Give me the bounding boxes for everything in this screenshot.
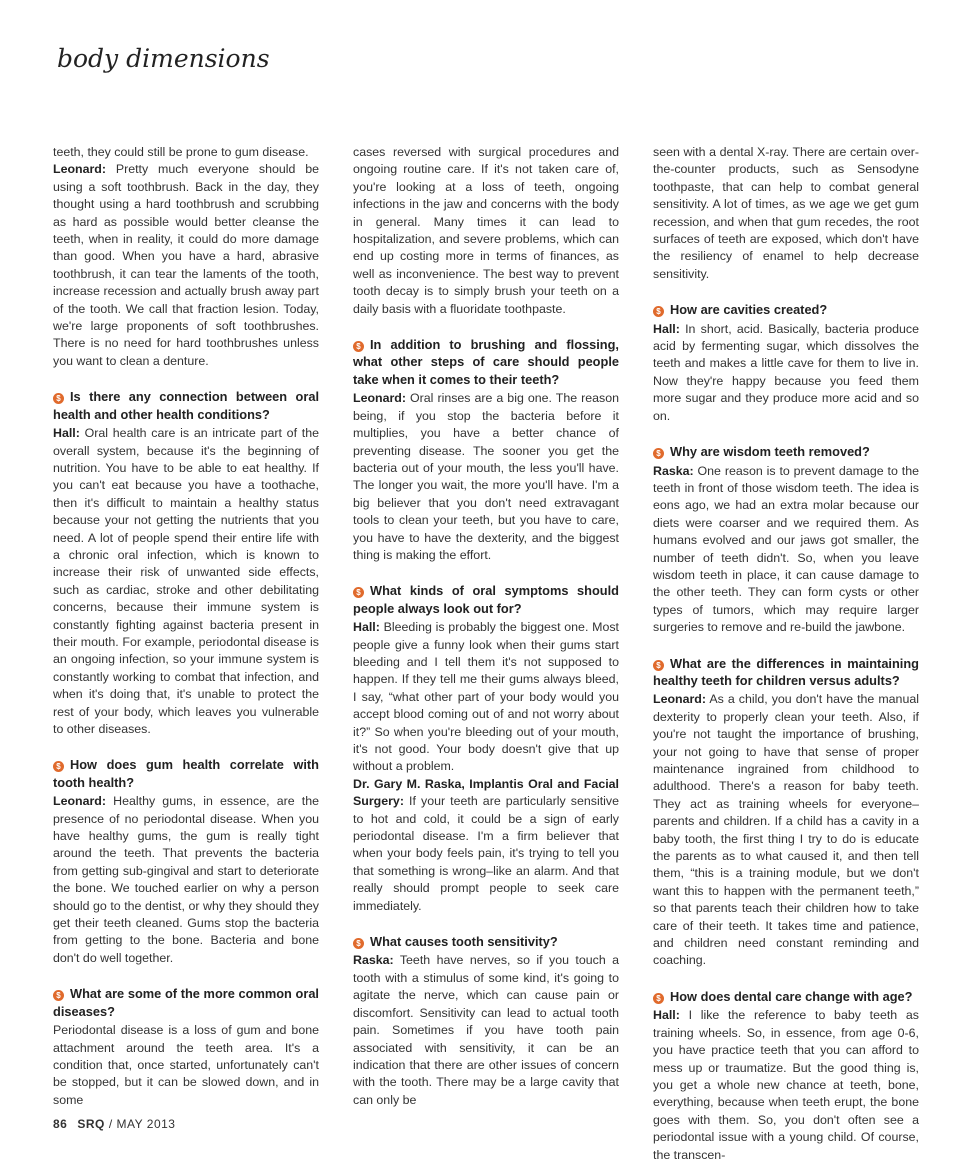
paragraph-text: One reason is to prevent damage to the teeth in front of those wisdom teeth. The idea is eons ago, we had an extra molar because our diets were coarser and we required them. As humans evolved and our jaws got smaller, the number of teeth didn't. So, when you leave wisdom teeth in place, it can cause damage to the other teeth. They can form cysts or other types of tumors, which may require larger surgeries to remove and re-build the jawbone. — [653, 463, 919, 635]
question-heading — [653, 443, 919, 460]
answer-paragraph — [353, 776, 619, 915]
question-text: Why are wisdom teeth removed? — [670, 444, 870, 460]
speaker-name: Leonard: — [653, 692, 707, 707]
answer-paragraph — [653, 691, 919, 970]
paragraph-text: Teeth have nerves, so if you touch a tooth with a stimulus of some kind, it's going to agitate the nerve, which can cause pain or discomfort. Sensitivity can lead to actual tooth pain. Sometimes if you have tooth pain associated with sensitivity, it can be an indication that there are other issues of concern with the tooth. There may be a large cavity that can only be — [353, 953, 620, 1107]
answer-paragraph — [653, 463, 919, 637]
paragraph-text: In short, acid. Basically, bacteria produce acid by fermenting sugar, which dissolves the teeth and makes a little cave for them to live in. Now they're happy because you feed them more sugar and they produce more acid and so on. — [653, 321, 919, 423]
dollar-bullet-icon: $ — [53, 393, 64, 404]
column-1 — [53, 144, 319, 1107]
question-text: How does gum health correlate with tooth health? — [53, 757, 319, 790]
question-heading — [53, 388, 319, 423]
issue-date: / MAY 2013 — [108, 1117, 176, 1131]
answer-paragraph — [353, 390, 619, 564]
question-heading — [53, 985, 319, 1020]
paragraph-text: I like the reference to baby teeth as training wheels. So, in essence, from age 0-6, you have practice teeth that you can afford to mess up or traumatize. But the good thing is, you get a whole new chance at teeth, bone, everything, because when teeth erupt, the bone goes with them. So, you don't often see a periodontal issue with a young child. Of course, the transcen- — [653, 1008, 919, 1162]
paragraph-text: Oral health care is an intricate part of the overall system, because it's the beginning of nutrition. You have to be able to eat healthy. If you can't eat because you have a toothache, then it's difficult to maintain a healthy status because your not getting the nutrients that you need. A lot of people spend their entire life with a chronic oral infection, which is known to increase their risk of unwanted side effects, such as cardiac, stroke and other debilitating concerns, because their immune system is constantly fighting against bacteria present in their mouth. For example, periodontal disease is an ongoing infection, so your immune system is constantly working to combat that infection, and when it's doing that, it's unable to protect the rest of your body, which leaves you vulnerable to other diseases. — [53, 426, 319, 736]
question-text: In addition to brushing and flossing, what other steps of care should people take when it comes to their teeth? — [353, 337, 619, 387]
dollar-bullet-icon: $ — [53, 761, 64, 772]
page-number: 86 — [53, 1117, 68, 1131]
question-heading — [53, 756, 319, 791]
paragraph-text: Bleeding is probably the biggest one. Most people give a funny look when their gums start bleeding and I tell them it's not supposed to happen. If they tell me their gums always bleed, I say, “what other part of your body would you accept blood coming out of and not worry about it?” So when you're bleeding out of your mouth, it's not good. Your body doesn't give that up without a problem. — [353, 620, 619, 774]
speaker-name: Dr. Gary M. Raska, Implantis Oral and Facial Surgery: — [353, 776, 619, 809]
speaker-name: Leonard: — [53, 162, 107, 177]
question-heading — [653, 655, 919, 690]
page-footer — [53, 1117, 175, 1131]
answer-paragraph — [653, 144, 919, 283]
dollar-bullet-icon: $ — [353, 587, 364, 598]
question-text: Is there any connection between oral health and other health conditions? — [53, 389, 319, 422]
answer-paragraph — [53, 1022, 319, 1109]
speaker-name: Leonard: — [53, 794, 107, 809]
question-text: What kinds of oral symptoms should people always look out for? — [353, 583, 619, 616]
question-text: How are cavities created? — [670, 302, 828, 318]
magazine-name: SRQ — [77, 1117, 105, 1131]
question-heading — [653, 988, 919, 1005]
question-text: What are the differences in maintaining healthy teeth for children versus adults? — [653, 655, 919, 688]
answer-paragraph — [53, 793, 319, 967]
speaker-name: Hall: — [53, 426, 80, 441]
paragraph-text: As a child, you don't have the manual dexterity to properly clean your teeth. Also, if you're not taught the importance of brushing, your not going to have that sense of proper maintenance ingrained from childhood to adulthood. There's a reason for baby teeth. They act as training wheels for everyone–parents and children. If a child has a cavity in a baby tooth, the first thing I try to do is educate the parents as to what caused it, and then tell them, “this is a training module, but we don't want this to happen with the permanent teeth,” so that parents teach their children how to take care of their teeth. It takes time and patience, and children need constant reminding and coaching. — [653, 692, 919, 968]
paragraph-text: seen with a dental X-ray. There are certain over-the-counter products, such as Sensodyne toothpaste, that can help to combat general sensitivity. A lot of times, as we age we get gum recession, and when that gum recedes, the root surfaces of teeth are exposed, which don't have the resiliency of enamel to help decrease sensitivity. — [653, 145, 919, 281]
speaker-name: Hall: — [653, 321, 680, 336]
answer-paragraph — [353, 952, 619, 1109]
dollar-bullet-icon: $ — [53, 990, 64, 1001]
speaker-name: Raska: — [653, 463, 694, 478]
speaker-name: Hall: — [353, 620, 380, 635]
paragraph-text: Oral rinses are a big one. The reason being, if you stop the bacteria before it multiplies, you have a better chance of preventing disease. The sooner you get the bacteria out of your mouth, the less you'll have. The longer you wait, the more you'll have. I'm a big believer that you don't need extravagant tools to clean your teeth, but you have to care, you have to have the dexterity, and the biggest thing is making the effort. — [353, 391, 619, 562]
speaker-name: Hall: — [653, 1008, 680, 1023]
question-text: What are some of the more common oral diseases? — [53, 986, 319, 1019]
answer-paragraph — [53, 144, 319, 161]
speaker-name: Leonard: — [353, 391, 407, 406]
paragraph-text: cases reversed with surgical procedures and ongoing routine care. If it's not taken care of, you're looking at a loss of teeth, ongoing infections in the jaw and concerns with the body in general. Many times it can lead to hospitalization, and severe problems, which can end up costing more in terms of finances, as well as inconvenience. The best way to prevent tooth decay is to simply brush your teeth on a daily basis with a fluoridate toothpaste. — [353, 145, 619, 316]
dollar-bullet-icon: $ — [653, 306, 664, 317]
paragraph-text: teeth, they could still be prone to gum disease. — [53, 145, 309, 159]
column-2 — [353, 144, 620, 1107]
question-heading — [353, 933, 619, 950]
answer-paragraph — [53, 425, 319, 738]
question-text: How does dental care change with age? — [670, 988, 913, 1004]
answer-paragraph — [653, 1007, 919, 1164]
paragraph-text: Pretty much everyone should be using a soft toothbrush. Back in the day, they thought using a hard toothbrush and scrubbing as hard as possible would better cleanse the teeth, when in reality, it could do more damage than good. When you have a hard, abrasive toothbrush, it can tear the laments of the tooth, increase recession and actually brush away part of the tooth. We call that fraction lesion. Today, we're large proponents of soft toothbrushes. There is no need for hard toothbrushes unless you want to clean a denture. — [53, 162, 319, 368]
answer-paragraph — [653, 321, 919, 425]
dollar-bullet-icon: $ — [353, 341, 364, 352]
dollar-bullet-icon: $ — [353, 938, 364, 949]
question-text: What causes tooth sensitivity? — [370, 934, 558, 950]
answer-paragraph — [353, 619, 619, 776]
dollar-bullet-icon: $ — [653, 448, 664, 459]
dollar-bullet-icon: $ — [653, 993, 664, 1004]
question-heading — [653, 301, 919, 318]
column-3 — [653, 144, 919, 1162]
paragraph-text: If your teeth are particularly sensitive to hot and cold, it could be a sign of early periodontal disease. I'm a firm believer that when your body feels pain, it's trying to tell you that something is wrong–like an alarm. And that really should prompt people to seek care immediately. — [353, 794, 619, 913]
paragraph-text: Healthy gums, in essence, are the presence of no periodontal disease. When you have healthy gums, the gum is really tight around the teeth. That prevents the bacteria from getting sub-gingival and start to deteriorate the bone. We touched earlier on why a person should go to the dentist, or why they should they get their teeth cleaned. Gums stop the bacteria from getting to the bone. Bacteria and bone don't do well together. — [53, 794, 319, 965]
answer-paragraph — [353, 144, 619, 318]
question-heading — [353, 582, 619, 617]
answer-paragraph — [53, 161, 319, 370]
paragraph-text: Periodontal disease is a loss of gum and bone attachment around the teeth area. It's a condition that, once started, unfortunately can't be stopped, but it can be slowed down, and in some — [53, 1023, 319, 1107]
speaker-name: Raska: — [353, 953, 394, 968]
dollar-bullet-icon: $ — [653, 660, 664, 671]
question-heading — [353, 336, 619, 388]
section-title: body dimensions — [57, 44, 270, 73]
